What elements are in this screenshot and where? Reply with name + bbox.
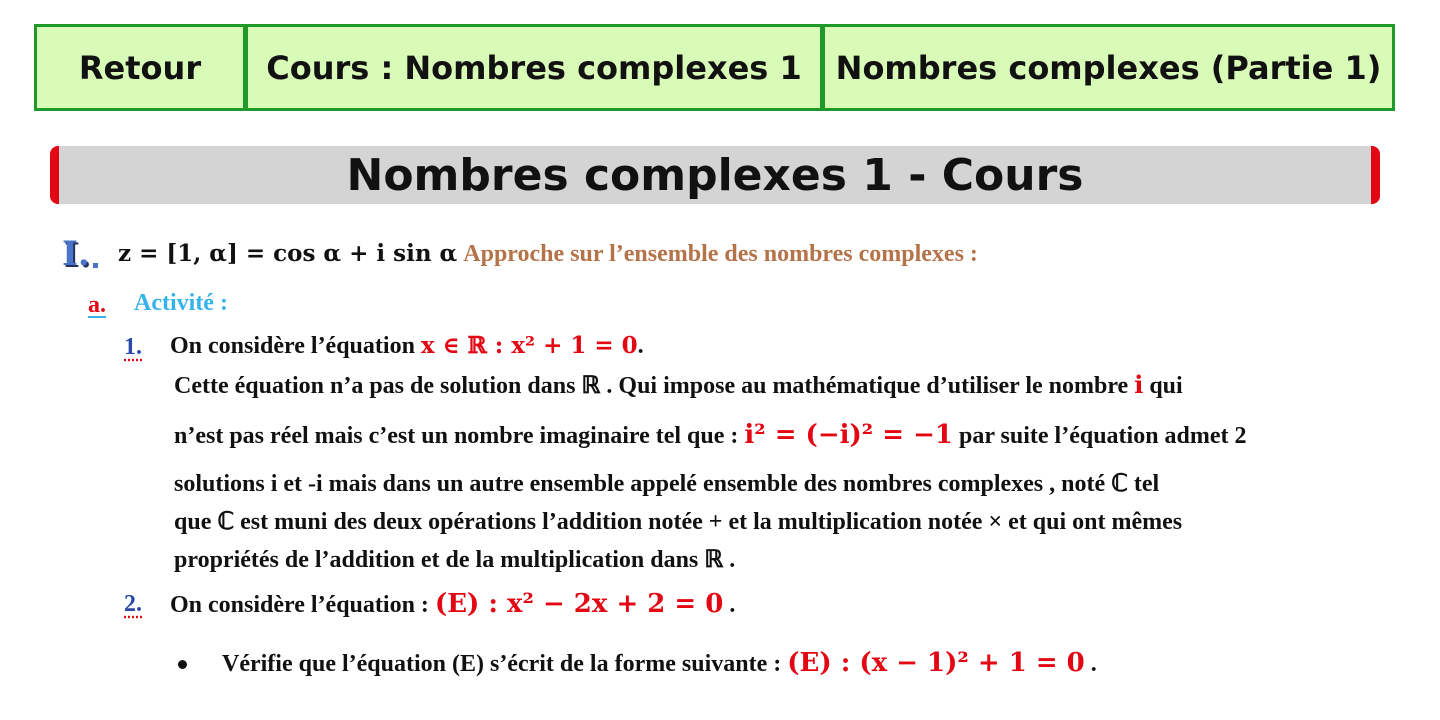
paragraph-text: Cette équation n’a pas de solution dans ℝ . Qui impose au mathématique d’utiliser le nombre: [174, 373, 1129, 399]
paragraph-text: par suite l’équation admet 2: [958, 423, 1247, 449]
section-heading-line: [118, 240, 978, 268]
bullet-icon: [178, 660, 187, 669]
imaginary-unit: i: [1134, 370, 1144, 399]
section-marker: I.: [62, 234, 90, 274]
paragraph-line-3: solutions i et -i mais dans un autre ensemble appelé ensemble des nombres complexes , noté ℂ tel: [174, 471, 1160, 497]
item-2-equation: (E) : x² − 2x + 2 = 0: [434, 589, 724, 619]
top-navigation: [34, 24, 1395, 111]
imaginary-equation: i² = (−i)² = −1: [744, 420, 953, 450]
bullet-text: Vérifie que l’équation (E) s’écrit de la forme suivante :: [222, 651, 782, 677]
item-1-equation: x ∈ ℝ : x² + 1 = 0: [420, 332, 638, 359]
paragraph-line-1: [174, 370, 1183, 400]
page-title: Nombres complexes 1 - Cours: [50, 146, 1380, 204]
bullet-end: .: [1090, 651, 1097, 677]
item-2-marker: 2.: [124, 591, 142, 617]
item-2-line: [170, 589, 735, 619]
section-heading: Approche sur l’ensemble des nombres complexes :: [463, 241, 978, 267]
back-link[interactable]: Retour: [78, 48, 202, 87]
section-formula: z = [1, α] = cos α + i sin α: [118, 240, 458, 267]
bullet-equation: (E) : (x − 1)² + 1 = 0: [787, 648, 1085, 678]
subsection-marker: a.: [88, 292, 106, 318]
part-link[interactable]: Nombres complexes (Partie 1): [820, 27, 1392, 108]
paragraph-line-5: propriétés de l’addition et de la multiplication dans ℝ .: [174, 547, 736, 573]
item-2-text: On considère l’équation :: [170, 592, 429, 618]
item-2-end: .: [729, 592, 736, 618]
paragraph-line-4: que ℂ est muni des deux opérations l’addition notée + et la multiplication notée × et qui ont mêmes: [174, 509, 1183, 535]
subsection-heading: Activité :: [134, 290, 228, 316]
paragraph-text: n’est pas réel mais c’est un nombre imaginaire tel que :: [174, 423, 739, 449]
item-1-marker: 1.: [124, 334, 142, 360]
bullet-line: [222, 648, 1097, 678]
paragraph-text: qui: [1149, 373, 1183, 399]
paragraph-line-2: [174, 420, 1247, 450]
course-link[interactable]: Cours : Nombres complexes 1: [243, 27, 820, 108]
item-1-text: On considère l’équation: [170, 333, 415, 359]
item-1-end: .: [637, 333, 644, 359]
item-1-line: [170, 332, 644, 360]
